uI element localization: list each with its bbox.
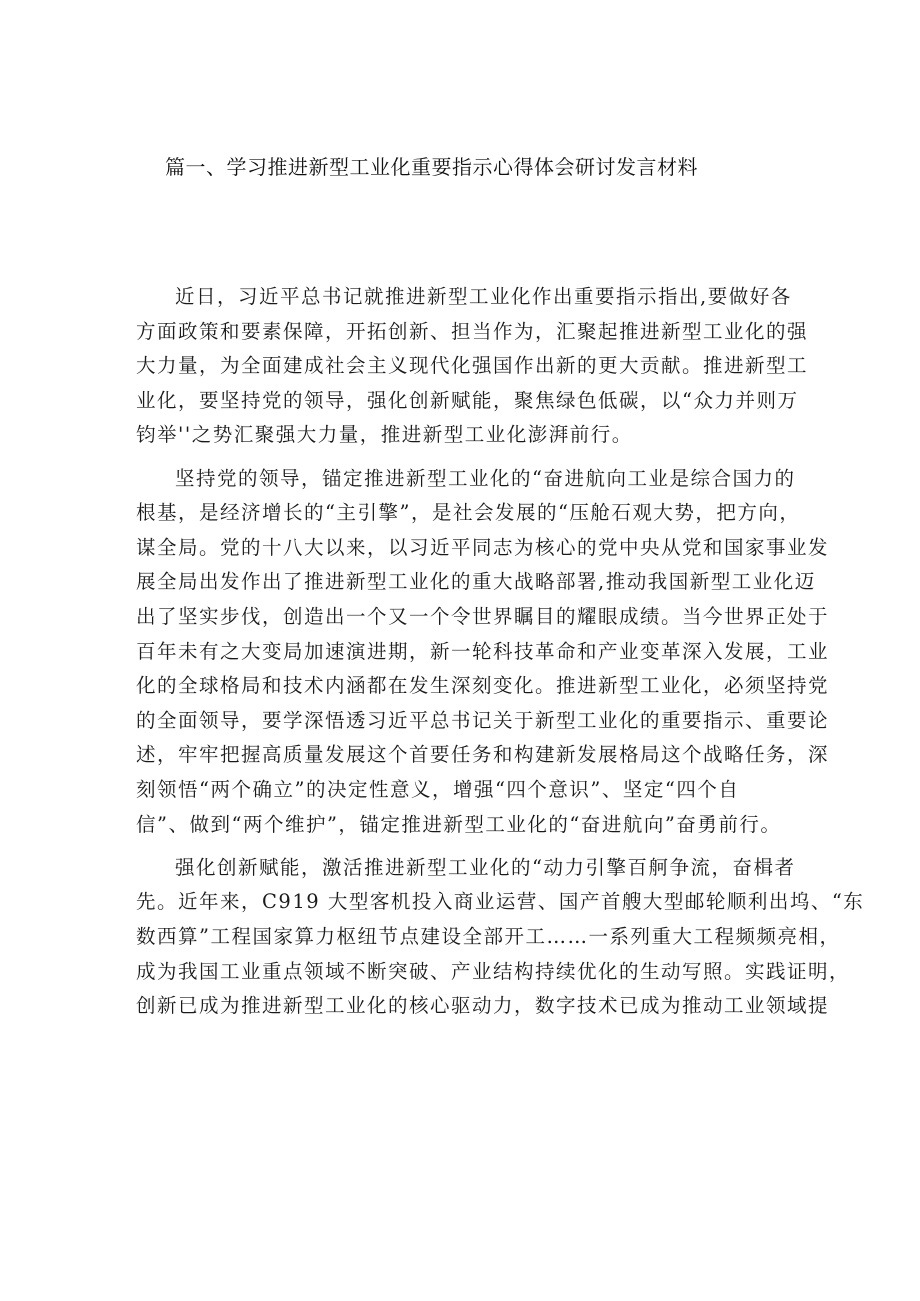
paragraph-line: 创新已成为推进新型工业化的核心驱动力，数字技术已成为推动工业领域提: [136, 994, 830, 1018]
paragraph-line: 近日，习近平总书记就推进新型工业化作出重要指示指出,要做好各: [175, 285, 792, 308]
paragraph-line: 刻领悟“两个确立”的决定性意义，增强“四个意识”、坚定“四个自: [136, 778, 740, 801]
paragraph-line: 出了坚实步伐，创造出一个又一个令世界瞩目的耀眼成绩。当今世界正处于: [136, 605, 830, 629]
paragraph-line: 根基，是经济增长的“主引擎”，是社会发展的“压舱石观大势，把方向，: [136, 501, 801, 525]
paragraph-line: 强化创新赋能，激活推进新型工业化的“动力引擎百舸争流，奋楫者: [175, 855, 796, 879]
paragraph-line: 先。近年来，C919 大型客机投入商业运营、国产首艘大型邮轮顺利出坞、“东: [136, 890, 865, 914]
paragraph-line: 谋全局。党的十八大以来，以习近平同志为核心的党中央从党和国家事业发: [136, 535, 830, 559]
paragraph-1: [136, 280, 809, 453]
paragraph-gap: [136, 453, 796, 462]
paragraph-line: 方面政策和要素保障，开拓创新、担当作为，汇聚起推进新型工业化的强: [136, 319, 809, 343]
paragraph-line: 数西算”工程国家算力枢纽节点建设全部开工……一系列重大工程频频亮相，: [136, 925, 841, 949]
paragraph-line: 业化，要坚持党的领导，强化创新赋能，聚焦绿色低碳，以“众力并则万: [136, 388, 799, 412]
paragraph-line: 信”、做到“两个维护”，锚定推进新型工业化的“奋进航向”奋勇前行。: [136, 812, 782, 836]
document-body: [136, 280, 865, 1024]
paragraph-3: [136, 851, 865, 1024]
document-title: 篇一、学习推进新型工业化重要指示心得体会研讨发言材料: [165, 155, 698, 179]
paragraph-line: 的全面领导，要学深悟透习近平总书记关于新型工业化的重要指示、重要论: [136, 708, 830, 732]
paragraph-line: 坚持党的领导，锚定推进新型工业化的“奋进航向工业是综合国力的: [175, 466, 796, 490]
paragraph-line: 化的全球格局和技术内涵都在发生深刻变化。推进新型工业化，必须坚持党: [136, 674, 830, 698]
paragraph-line: 展全局出发作出了推进新型工业化的重大战略部署,推动我国新型工业化迈: [136, 570, 816, 594]
paragraph-line: 大力量，为全面建成社会主义现代化强国作出新的更大贡献。推进新型工: [136, 354, 809, 378]
paragraph-line: 钧举''之势汇聚强大力量，推进新型工业化澎湃前行。: [136, 423, 633, 447]
paragraph-line: 成为我国工业重点领域不断突破、产业结构持续优化的生动写照。实践证明，: [136, 959, 851, 983]
paragraph-line: 百年未有之大变局加速演进期，新一轮科技革命和产业变革深入发展，工业: [136, 639, 830, 663]
paragraph-2: [136, 462, 830, 843]
paragraph-line: 述，牢牢把握高质量发展这个首要任务和构建新发展格局这个战略任务，深: [136, 743, 830, 767]
paragraph-gap: [136, 842, 796, 851]
